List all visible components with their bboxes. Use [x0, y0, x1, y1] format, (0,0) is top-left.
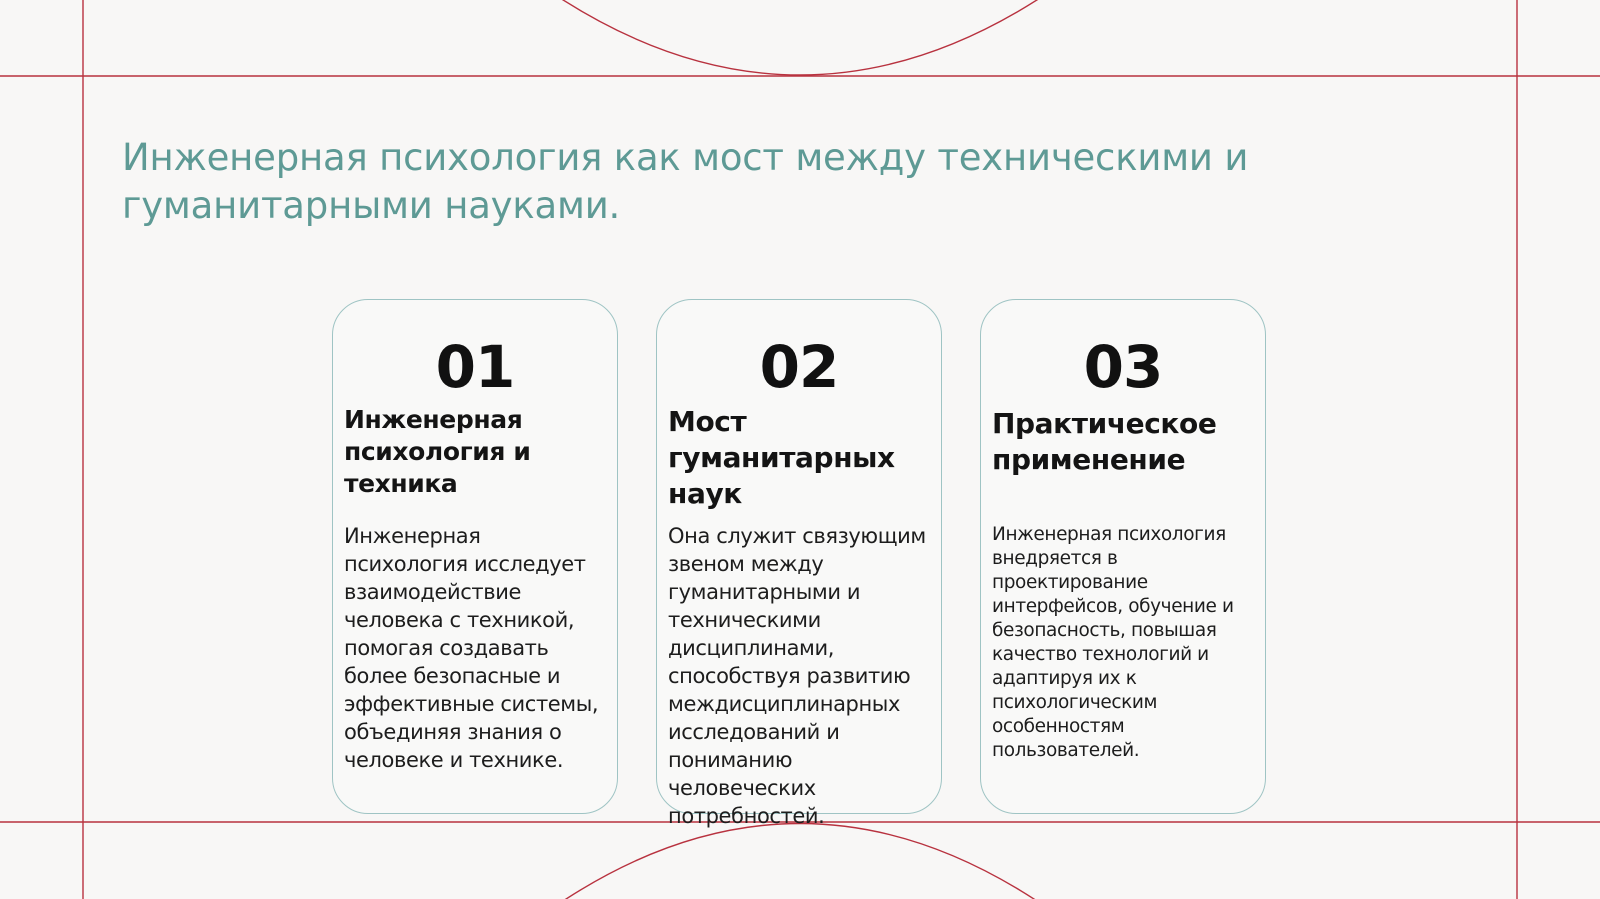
card-number: 02 [759, 333, 839, 401]
card-3 [980, 299, 1266, 814]
card-2 [656, 299, 942, 828]
card-text: Инженерная психология внедряется в проектирование интерфейсов, обучение и безопасность, повышая качество технологий и адаптируя их к психологическим особенностям пользователей. [992, 524, 1234, 761]
card-heading: Инженерная психология и техника [344, 405, 531, 498]
card-1 [332, 299, 618, 814]
frame-arc-bottom [563, 824, 1037, 899]
card-heading: Мост гуманитарных наук [668, 405, 895, 510]
card-number: 03 [1083, 333, 1163, 401]
slide-title: Инженерная психология как мост между техническими и гуманитарными науками. [122, 136, 1249, 227]
card-text: Она служит связующим звеном между гуманитарными и техническими дисциплинами, способствуя развитию междисциплинарных исследований и пониманию человеческих потребностей. [668, 524, 926, 828]
card-number: 01 [435, 333, 515, 401]
frame-arc-top [560, 0, 1040, 75]
card-text: Инженерная психология исследует взаимодействие человека с техникой, помогая создавать более безопасные и эффективные системы, объединяя знания о человеке и технике. [344, 524, 599, 772]
card-heading: Практическое применение [992, 407, 1217, 476]
